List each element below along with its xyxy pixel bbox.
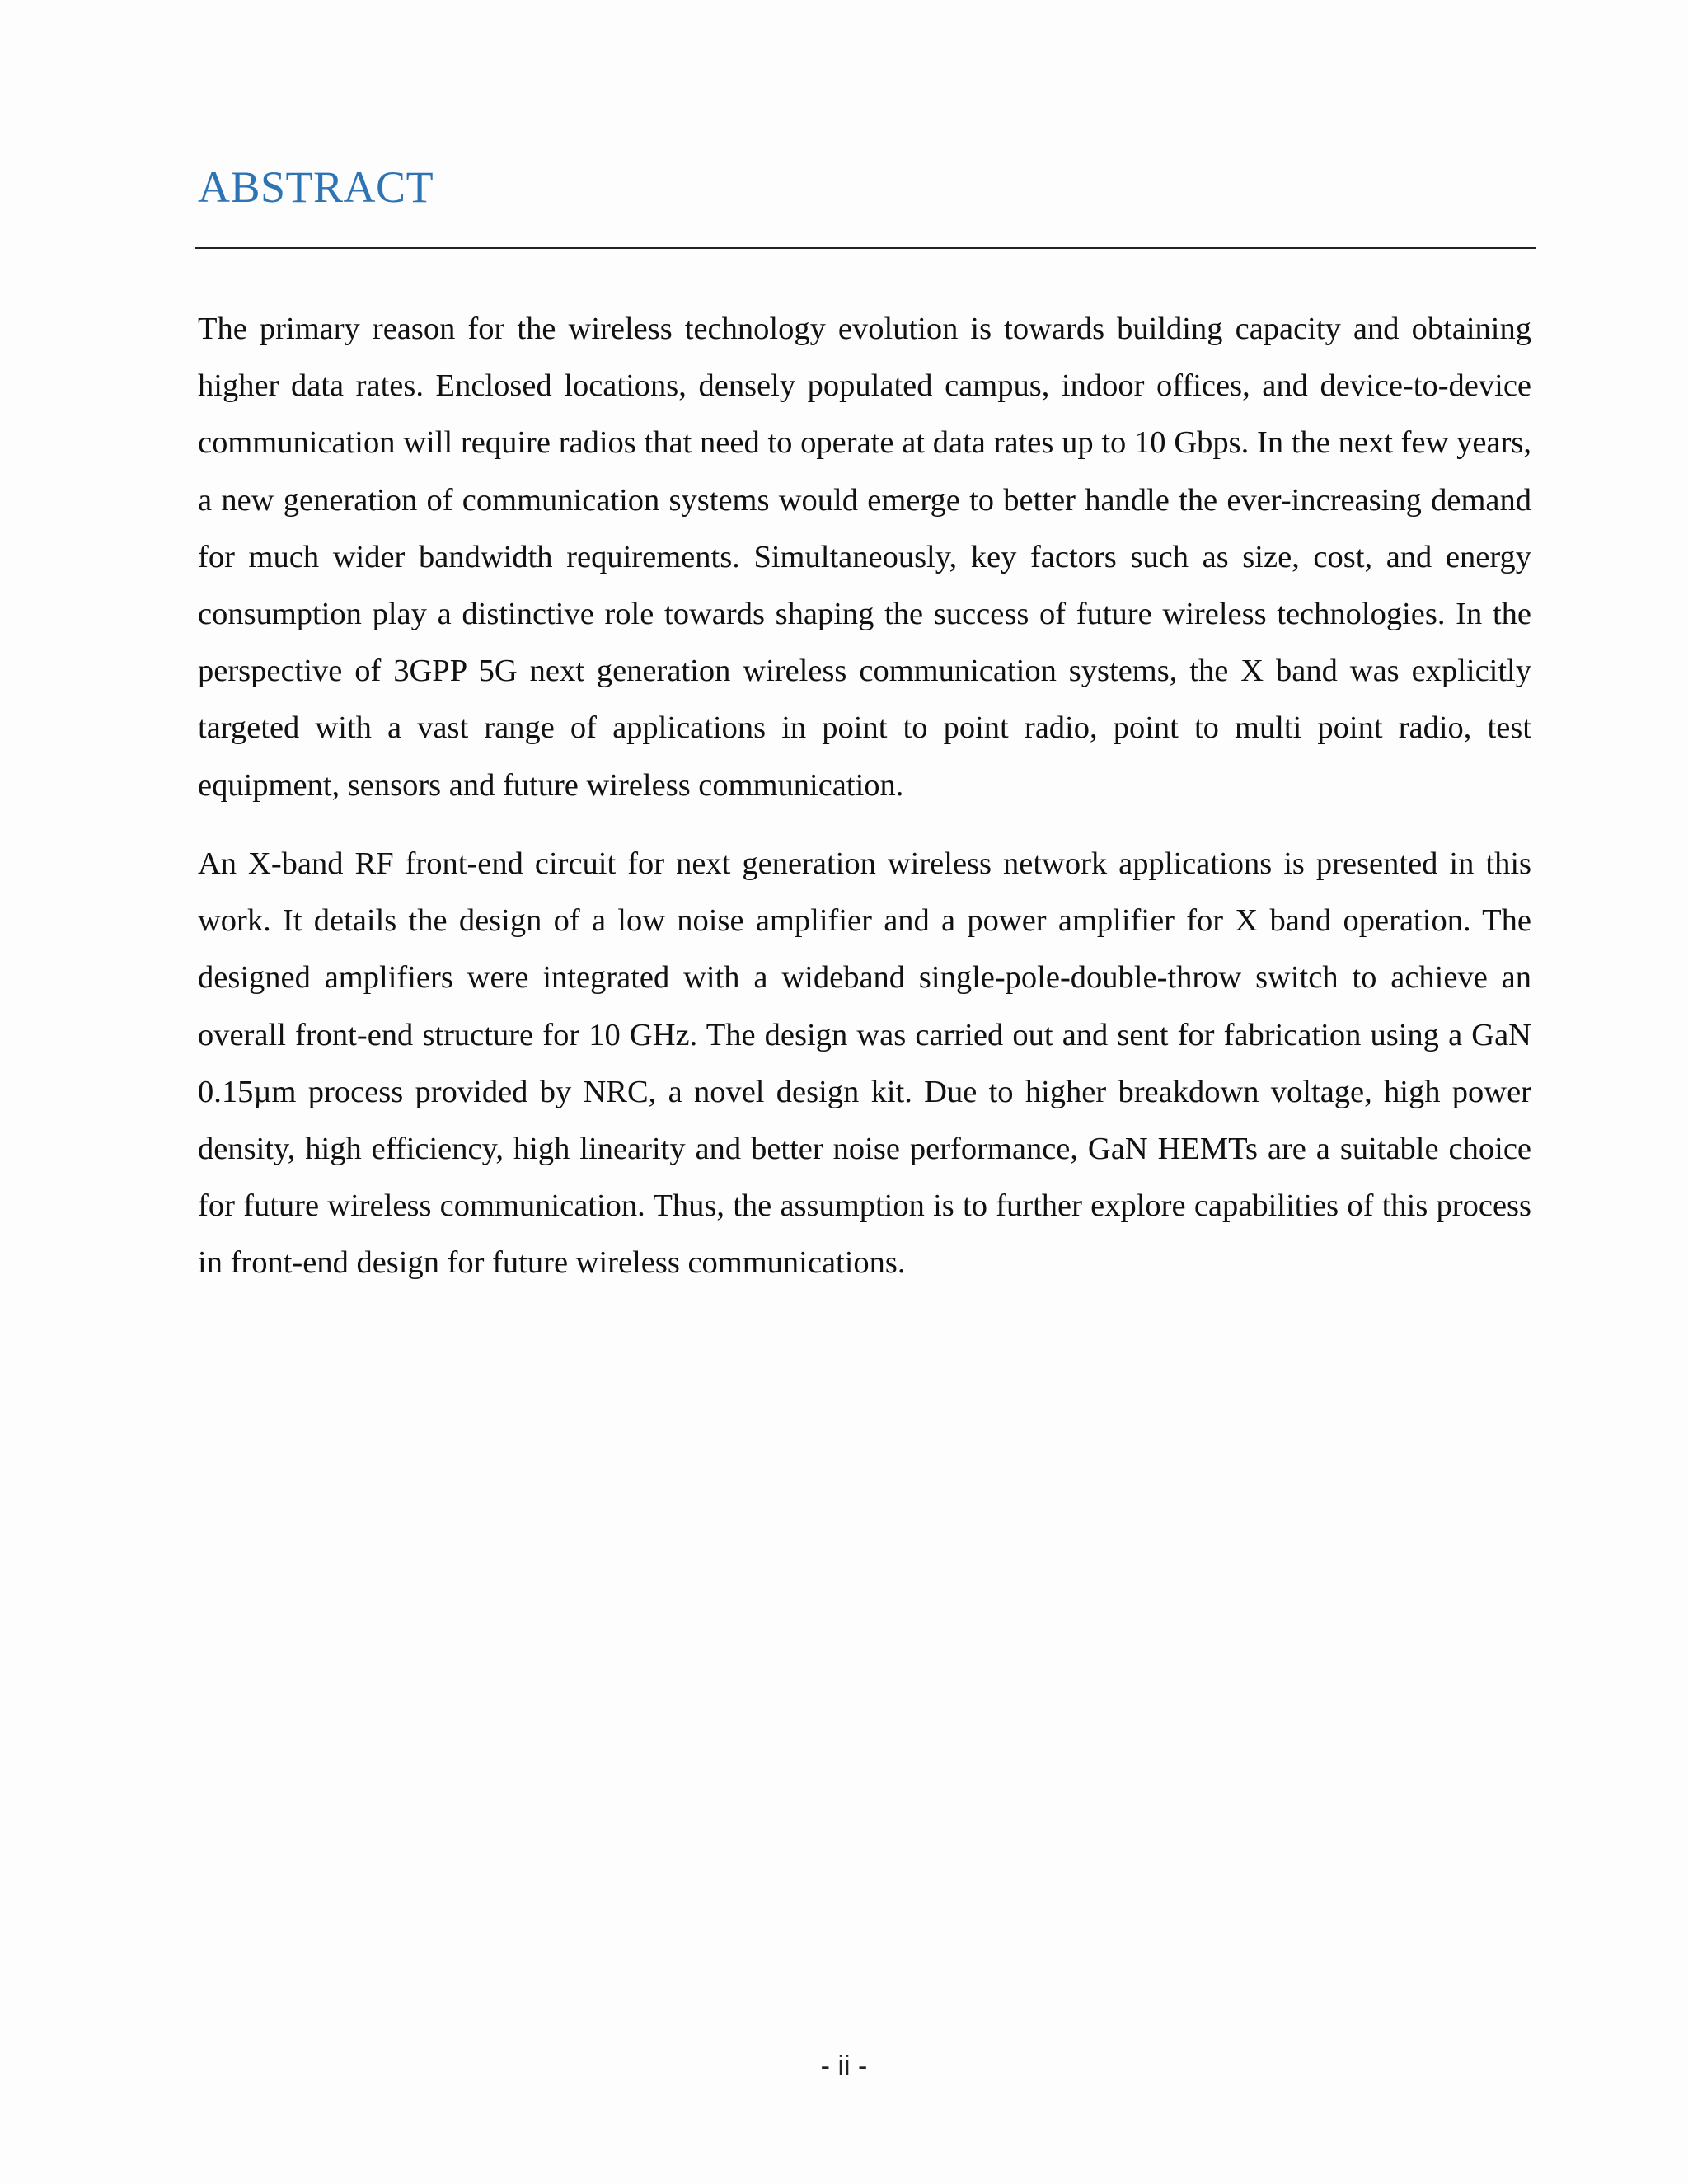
abstract-paragraph-2: An X-band RF front-end circuit for next generation wireless network applications is presented in this work. It details the design of a low noise amplifier and a power amplifier for X band operation. The designed amplifiers were integrated with a wideband single-pole-double-throw switch to achieve an overall front-end structure for 10 GHz. The design was carried out and sent for fabrication using a GaN 0.15µm process provided by NRC, a novel design kit. Due to higher breakdown voltage, high power density, high efficiency, high linearity and better noise performance, GaN HEMTs are a suitable choice for future wireless communication. Thus, the assumption is to further explore capabilities of this process in front-end design for future wireless communications.: [198, 846, 1531, 1281]
abstract-paragraph-1: The primary reason for the wireless technology evolution is towards building capacity and obtaining higher data rates. Enclosed locations, densely populated campus, indoor offices, and device-to-device communication will require radios that need to operate at data rates up to 10 Gbps. In the next few years, a new generation of communication systems would emerge to better handle the ever-increasing demand for much wider bandwidth requirements. Simultaneously, key factors such as size, cost, and energy consumption play a distinctive role towards shaping the success of future wireless technologies. In the perspective of 3GPP 5G next generation wireless communication systems, the X band was explicitly targeted with a vast range of applications in point to point radio, point to multi point radio, test equipment, sensors and future wireless communication.: [198, 312, 1531, 803]
section-heading: ABSTRACT: [198, 162, 434, 212]
heading-divider: [195, 247, 1536, 249]
page-number: - ii -: [820, 2050, 868, 2082]
